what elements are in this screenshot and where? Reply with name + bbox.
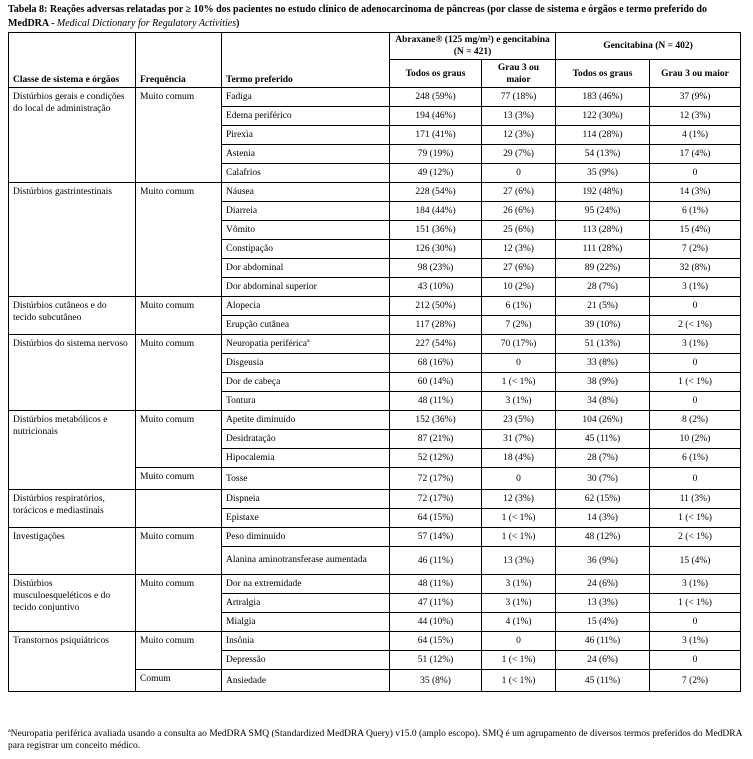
preferred-term-cell: Astenia (222, 145, 390, 164)
table-row (9, 528, 741, 547)
abraxane-all-grades-cell: 72 (17%) (390, 468, 482, 490)
gemcitabine-all-grades-cell: 28 (7%) (556, 449, 650, 468)
gemcitabine-all-grades-cell: 104 (26%) (556, 411, 650, 430)
gemcitabine-all-grades-cell: 114 (28%) (556, 126, 650, 145)
gemcitabine-all-grades-cell: 45 (11%) (556, 430, 650, 449)
gemcitabine-grade3-cell: 4 (1%) (650, 126, 741, 145)
preferred-term-cell: Disgeusia (222, 354, 390, 373)
caption-dictionary-name: Medical Dictionary for Regulatory Activities (56, 18, 237, 29)
abraxane-grade3-cell: 23 (5%) (482, 411, 556, 430)
abraxane-all-grades-cell: 52 (12%) (390, 449, 482, 468)
preferred-term-cell: Peso diminuído (222, 528, 390, 547)
gemcitabine-all-grades-cell: 14 (3%) (556, 509, 650, 528)
abraxane-grade3-cell: 26 (6%) (482, 202, 556, 221)
gemcitabine-all-grades-cell: 54 (13%) (556, 145, 650, 164)
abraxane-all-grades-cell: 35 (8%) (390, 670, 482, 692)
abraxane-all-grades-cell: 184 (44%) (390, 202, 482, 221)
abraxane-grade3-cell: 25 (6%) (482, 221, 556, 240)
frequency-cell: Muito comum (136, 88, 222, 183)
frequency-cell: Muito comum (136, 528, 222, 575)
gemcitabine-grade3-cell: 15 (4%) (650, 221, 741, 240)
gemcitabine-all-grades-cell: 34 (8%) (556, 392, 650, 411)
header-gemcitabine-all-grades: Todos os graus (556, 60, 650, 88)
preferred-term-cell: Dispneia (222, 490, 390, 509)
system-organ-class-cell: Distúrbios cutâneos e do tecido subcutâneo (9, 297, 136, 335)
gemcitabine-grade3-cell: 6 (1%) (650, 449, 741, 468)
abraxane-all-grades-cell: 117 (28%) (390, 316, 482, 335)
system-organ-class-cell: Transtornos psiquiátricos (9, 632, 136, 692)
abraxane-grade3-cell: 27 (6%) (482, 259, 556, 278)
frequency-cell: Muito comum (136, 575, 222, 632)
abraxane-grade3-cell: 0 (482, 164, 556, 183)
abraxane-all-grades-cell: 228 (54%) (390, 183, 482, 202)
abraxane-grade3-cell: 0 (482, 354, 556, 373)
caption-title: Tabela 8: Reações adversas relatadas por ≥ 10% dos pacientes no estudo clínico de adenocarcinoma de pâncreas (por classe de sistema e órgãos e termo preferido do MedDRA (8, 4, 707, 29)
gemcitabine-grade3-cell: 17 (4%) (650, 145, 741, 164)
abraxane-grade3-cell: 0 (482, 632, 556, 651)
table-row (9, 575, 741, 594)
frequency-cell (136, 490, 222, 528)
abraxane-all-grades-cell: 47 (11%) (390, 594, 482, 613)
preferred-term-cell: Diarreia (222, 202, 390, 221)
gemcitabine-all-grades-cell: 21 (5%) (556, 297, 650, 316)
abraxane-grade3-cell: 1 (< 1%) (482, 528, 556, 547)
gemcitabine-grade3-cell: 32 (8%) (650, 259, 741, 278)
gemcitabine-grade3-cell: 10 (2%) (650, 430, 741, 449)
preferred-term-cell: Dor na extremidade (222, 575, 390, 594)
header-preferred-term: Termo preferido (222, 33, 390, 88)
gemcitabine-all-grades-cell: 183 (46%) (556, 88, 650, 107)
abraxane-all-grades-cell: 44 (10%) (390, 613, 482, 632)
header-gemcitabine-group: Gencitabina (N = 402) (556, 33, 741, 60)
preferred-term-cell: Alopecia (222, 297, 390, 316)
preferred-term-cell: Constipação (222, 240, 390, 259)
header-abraxane-group: Abraxane® (125 mg/m²) e gencitabina (N = 421) (390, 33, 556, 60)
preferred-term-cell: Vômito (222, 221, 390, 240)
abraxane-all-grades-cell: 60 (14%) (390, 373, 482, 392)
gemcitabine-all-grades-cell: 45 (11%) (556, 670, 650, 692)
gemcitabine-all-grades-cell: 48 (12%) (556, 528, 650, 547)
gemcitabine-grade3-cell: 3 (1%) (650, 278, 741, 297)
table-row (9, 88, 741, 107)
preferred-term-cell: Náusea (222, 183, 390, 202)
abraxane-all-grades-cell: 48 (11%) (390, 575, 482, 594)
abraxane-all-grades-cell: 64 (15%) (390, 509, 482, 528)
abraxane-all-grades-cell: 194 (46%) (390, 107, 482, 126)
abraxane-all-grades-cell: 171 (41%) (390, 126, 482, 145)
abraxane-all-grades-cell: 72 (17%) (390, 490, 482, 509)
gemcitabine-grade3-cell: 15 (4%) (650, 547, 741, 575)
preferred-term-cell: Mialgia (222, 613, 390, 632)
gemcitabine-all-grades-cell: 46 (11%) (556, 632, 650, 651)
frequency-cell: Muito comum (136, 335, 222, 411)
abraxane-grade3-cell: 13 (3%) (482, 107, 556, 126)
gemcitabine-all-grades-cell: 122 (30%) (556, 107, 650, 126)
frequency-cell: Muito comum (136, 183, 222, 297)
preferred-term-cell: Desidratação (222, 430, 390, 449)
abraxane-grade3-cell: 12 (3%) (482, 126, 556, 145)
frequency-cell: Muito comum (136, 468, 222, 490)
gemcitabine-all-grades-cell: 113 (28%) (556, 221, 650, 240)
abraxane-all-grades-cell: 98 (23%) (390, 259, 482, 278)
gemcitabine-all-grades-cell: 36 (9%) (556, 547, 650, 575)
abraxane-all-grades-cell: 49 (12%) (390, 164, 482, 183)
header-frequency: Frequência (136, 33, 222, 88)
gemcitabine-grade3-cell: 0 (650, 354, 741, 373)
abraxane-grade3-cell: 1 (< 1%) (482, 651, 556, 670)
preferred-term-cell: Fadiga (222, 88, 390, 107)
system-organ-class-cell: Distúrbios gerais e condições do local de administração (9, 88, 136, 183)
gemcitabine-all-grades-cell: 24 (6%) (556, 651, 650, 670)
system-organ-class-cell: Distúrbios metabólicos e nutricionais (9, 411, 136, 490)
gemcitabine-grade3-cell: 7 (2%) (650, 670, 741, 692)
abraxane-grade3-cell: 4 (1%) (482, 613, 556, 632)
header-abraxane-grade3: Grau 3 ou maior (482, 60, 556, 88)
gemcitabine-grade3-cell: 14 (3%) (650, 183, 741, 202)
gemcitabine-grade3-cell: 11 (3%) (650, 490, 741, 509)
gemcitabine-grade3-cell: 3 (1%) (650, 632, 741, 651)
preferred-term-cell: Alanina aminotransferase aumentada (222, 547, 390, 575)
gemcitabine-all-grades-cell: 13 (3%) (556, 594, 650, 613)
abraxane-grade3-cell: 13 (3%) (482, 547, 556, 575)
abraxane-all-grades-cell: 87 (21%) (390, 430, 482, 449)
gemcitabine-grade3-cell: 1 (< 1%) (650, 509, 741, 528)
header-gemcitabine-grade3: Grau 3 ou maior (650, 60, 741, 88)
gemcitabine-grade3-cell: 12 (3%) (650, 107, 741, 126)
abraxane-grade3-cell: 1 (< 1%) (482, 670, 556, 692)
frequency-cell: Muito comum (136, 411, 222, 468)
abraxane-all-grades-cell: 43 (10%) (390, 278, 482, 297)
table-row (9, 183, 741, 202)
abraxane-grade3-cell: 6 (1%) (482, 297, 556, 316)
abraxane-all-grades-cell: 57 (14%) (390, 528, 482, 547)
abraxane-all-grades-cell: 64 (15%) (390, 632, 482, 651)
gemcitabine-grade3-cell: 0 (650, 164, 741, 183)
abraxane-all-grades-cell: 46 (11%) (390, 547, 482, 575)
abraxane-all-grades-cell: 151 (36%) (390, 221, 482, 240)
system-organ-class-cell: Distúrbios gastrintestinais (9, 183, 136, 297)
abraxane-grade3-cell: 0 (482, 468, 556, 490)
abraxane-all-grades-cell: 79 (19%) (390, 145, 482, 164)
gemcitabine-grade3-cell: 0 (650, 468, 741, 490)
table-row (9, 297, 741, 316)
frequency-cell: Muito comum (136, 297, 222, 335)
table-row (9, 335, 741, 354)
abraxane-grade3-cell: 12 (3%) (482, 490, 556, 509)
abraxane-all-grades-cell: 126 (30%) (390, 240, 482, 259)
preferred-term-cell: Tosse (222, 468, 390, 490)
frequency-cell: Comum (136, 670, 222, 692)
gemcitabine-all-grades-cell: 38 (9%) (556, 373, 650, 392)
abraxane-all-grades-cell: 227 (54%) (390, 335, 482, 354)
abraxane-grade3-cell: 3 (1%) (482, 594, 556, 613)
system-organ-class-cell: Investigações (9, 528, 136, 575)
table-header (9, 33, 741, 88)
abraxane-all-grades-cell: 48 (11%) (390, 392, 482, 411)
gemcitabine-all-grades-cell: 24 (6%) (556, 575, 650, 594)
gemcitabine-all-grades-cell: 192 (48%) (556, 183, 650, 202)
gemcitabine-all-grades-cell: 51 (13%) (556, 335, 650, 354)
gemcitabine-grade3-cell: 3 (1%) (650, 335, 741, 354)
abraxane-grade3-cell: 77 (18%) (482, 88, 556, 107)
system-organ-class-cell: Distúrbios do sistema nervoso (9, 335, 136, 411)
abraxane-grade3-cell: 10 (2%) (482, 278, 556, 297)
abraxane-grade3-cell: 7 (2%) (482, 316, 556, 335)
gemcitabine-grade3-cell: 37 (9%) (650, 88, 741, 107)
gemcitabine-all-grades-cell: 39 (10%) (556, 316, 650, 335)
gemcitabine-grade3-cell: 6 (1%) (650, 202, 741, 221)
preferred-term-cell: Dor de cabeça (222, 373, 390, 392)
abraxane-all-grades-cell: 212 (50%) (390, 297, 482, 316)
preferred-term-cell: Erupção cutânea (222, 316, 390, 335)
table-row (9, 490, 741, 509)
abraxane-grade3-cell: 3 (1%) (482, 392, 556, 411)
gemcitabine-all-grades-cell: 111 (28%) (556, 240, 650, 259)
table-body (9, 88, 741, 692)
table-row (9, 632, 741, 651)
caption-separator: - (48, 18, 57, 29)
preferred-term-cell: Tontura (222, 392, 390, 411)
abraxane-grade3-cell: 1 (< 1%) (482, 373, 556, 392)
gemcitabine-grade3-cell: 0 (650, 613, 741, 632)
preferred-term-cell: Depressão (222, 651, 390, 670)
table-caption (8, 3, 744, 31)
preferred-term-cell: Pirexia (222, 126, 390, 145)
preferred-term-cell: Neuropatia periféricaª (222, 335, 390, 354)
gemcitabine-grade3-cell: 0 (650, 392, 741, 411)
gemcitabine-all-grades-cell: 62 (15%) (556, 490, 650, 509)
gemcitabine-all-grades-cell: 15 (4%) (556, 613, 650, 632)
system-organ-class-cell: Distúrbios musculoesqueléticos e do tecido conjuntivo (9, 575, 136, 632)
preferred-term-cell: Dor abdominal (222, 259, 390, 278)
caption-end: ) (236, 18, 240, 29)
system-organ-class-cell: Distúrbios respiratórios, torácicos e mediastinais (9, 490, 136, 528)
abraxane-all-grades-cell: 248 (59%) (390, 88, 482, 107)
preferred-term-cell: Insônia (222, 632, 390, 651)
preferred-term-cell: Artralgia (222, 594, 390, 613)
header-system-organ-class: Classe de sistema e órgãos (9, 33, 136, 88)
footnote: ªNeuropatia periférica avaliada usando a consulta ao MedDRA SMQ (Standardized MedDRA Query) v15.0 (amplo escopo). SMQ é um agrupamento de diversos termos preferidos do MedDRA para registrar um conceito médico. (8, 729, 742, 751)
abraxane-grade3-cell: 3 (1%) (482, 575, 556, 594)
gemcitabine-grade3-cell: 1 (< 1%) (650, 594, 741, 613)
preferred-term-cell: Dor abdominal superior (222, 278, 390, 297)
frequency-cell: Muito comum (136, 632, 222, 670)
gemcitabine-all-grades-cell: 30 (7%) (556, 468, 650, 490)
gemcitabine-grade3-cell: 3 (1%) (650, 575, 741, 594)
gemcitabine-all-grades-cell: 95 (24%) (556, 202, 650, 221)
preferred-term-cell: Ansiedade (222, 670, 390, 692)
gemcitabine-all-grades-cell: 35 (9%) (556, 164, 650, 183)
abraxane-all-grades-cell: 51 (12%) (390, 651, 482, 670)
gemcitabine-grade3-cell: 0 (650, 297, 741, 316)
preferred-term-cell: Hipocalemia (222, 449, 390, 468)
gemcitabine-grade3-cell: 1 (< 1%) (650, 373, 741, 392)
header-abraxane-all-grades: Todos os graus (390, 60, 482, 88)
abraxane-grade3-cell: 1 (< 1%) (482, 509, 556, 528)
gemcitabine-grade3-cell: 7 (2%) (650, 240, 741, 259)
abraxane-grade3-cell: 27 (6%) (482, 183, 556, 202)
abraxane-grade3-cell: 31 (7%) (482, 430, 556, 449)
abraxane-all-grades-cell: 152 (36%) (390, 411, 482, 430)
abraxane-grade3-cell: 29 (7%) (482, 145, 556, 164)
preferred-term-cell: Apetite diminuído (222, 411, 390, 430)
preferred-term-cell: Calafrios (222, 164, 390, 183)
abraxane-grade3-cell: 70 (17%) (482, 335, 556, 354)
gemcitabine-grade3-cell: 2 (< 1%) (650, 528, 741, 547)
gemcitabine-all-grades-cell: 89 (22%) (556, 259, 650, 278)
gemcitabine-grade3-cell: 2 (< 1%) (650, 316, 741, 335)
adverse-reactions-table (8, 32, 741, 692)
abraxane-all-grades-cell: 68 (16%) (390, 354, 482, 373)
abraxane-grade3-cell: 12 (3%) (482, 240, 556, 259)
gemcitabine-all-grades-cell: 33 (8%) (556, 354, 650, 373)
preferred-term-cell: Edema periférico (222, 107, 390, 126)
gemcitabine-grade3-cell: 8 (2%) (650, 411, 741, 430)
gemcitabine-all-grades-cell: 28 (7%) (556, 278, 650, 297)
preferred-term-cell: Epistaxe (222, 509, 390, 528)
table-row (9, 411, 741, 430)
gemcitabine-grade3-cell: 0 (650, 651, 741, 670)
abraxane-grade3-cell: 18 (4%) (482, 449, 556, 468)
